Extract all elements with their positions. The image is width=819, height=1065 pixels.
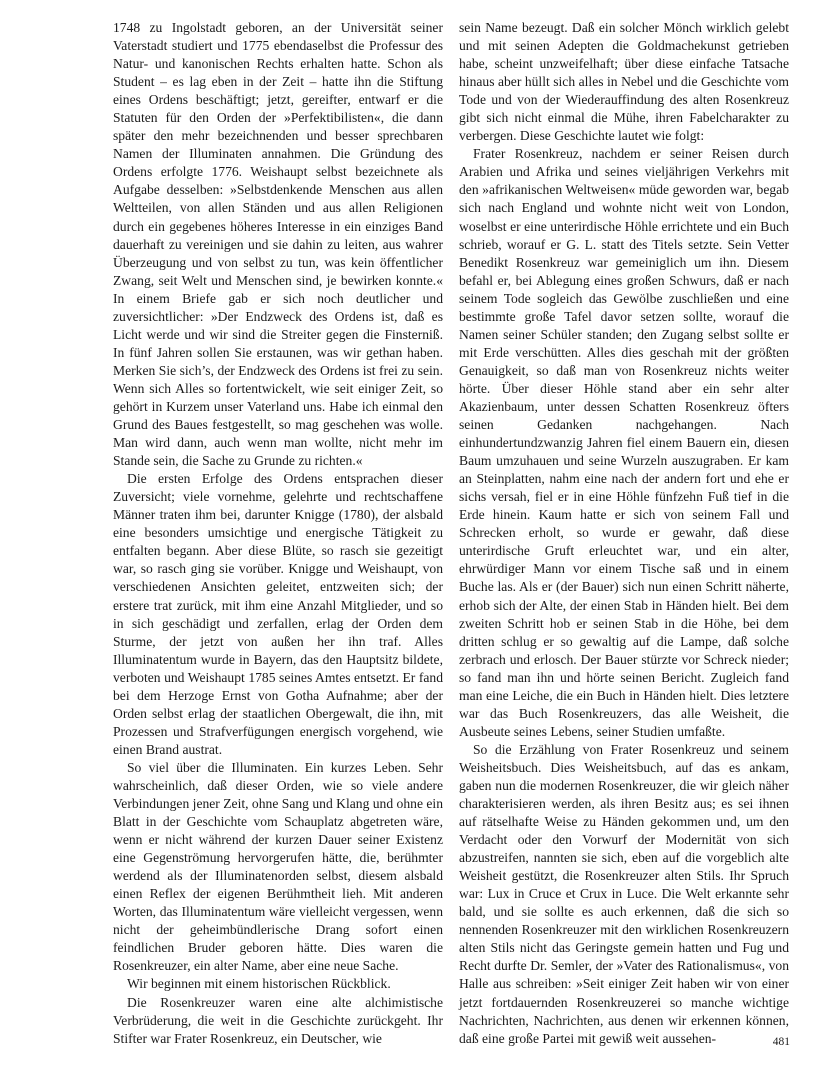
- right-text-column: [459, 19, 789, 1048]
- paragraph: 1748 zu Ingolstadt geboren, an der Universität seiner Vaterstadt studiert und 1775 ebendaselbst die Professur des Natur- und kanonischen Rechts erhalten hatte. Schon als Student – es lag eben in der Zeit – hatte ihn die Stiftung eines Ordens beschäftigt; jetzt, gereifter, entwarf er die Statuten für den Orden der »Perfektibilisten«, die dann später den mehr bezeichnenden und besser sprechbaren Namen der Illuminaten annahmen. Die Gründung des Ordens erfolgte 1776. Weishaupt selbst bezeichnete als Aufgabe desselben: »Selbstdenkende Menschen aus allen Weltteilen, von allen Ständen und aus allen Religionen durch ein gegebenes höheres Interesse in ein einziges Band dauerhaft zu vereinigen und sie dahin zu leiten, aus wahrer Überzeugung und von selbst zu tun, was kein öffentlicher Zwang, seit Welt und Menschen sind, je bewirken konnte.« In einem Briefe gab er sich noch deutlicher und zuversichtlicher: »Der Endzweck des Ordens ist, daß es Licht werde und wir sind die Streiter gegen die Finsterniß. In fünf Jahren sollen Sie erstaunen, was wir gethan haben. Merken Sie sich’s, der Endzweck des Ordens ist frei zu sein. Wenn sich Alles so fortentwickelt, wie seit einiger Zeit, so gehört in Kurzem unser Vaterland uns. Habe ich einmal den Grund des Baues festgestellt, so mag geschehen was wolle. Man wird dann, auch wenn man wollte, nicht mehr im Stande sein, die Sache zu Grunde zu richten.«: [113, 20, 443, 469]
- paragraph: Die ersten Erfolge des Ordens entsprachen dieser Zuversicht; viele vornehme, gelehrte und rechtschaffene Männer traten ihm bei, darunter Knigge (1780), der alsbald eine besonders umsichtige und energische Tätigkeit zu entfalten begann. Aber diese Blüte, so rasch sie gezeitigt war, so rasch ging sie vorüber. Knigge und Weishaupt, von verschiedenen Ansichten geleitet, entzweiten sich; der erstere trat zurück, mit ihm eine Anzahl Mitglieder, und so in sich geschädigt und zerfallen, erlag der Orden dem Sturme, der jetzt von außen her ihn traf. Alles Illuminatentum wurde in Bayern, das den Hauptsitz bildete, verboten und Weishaupt 1785 seines Amtes entsetzt. Er fand bei dem Herzoge Ernst von Gotha Aufnahme; aber der Orden selbst erlag der staatlichen Obergewalt, die ihn, mit Prozessen und Strafverfügungen energisch vorgehend, wie einen Brand austrat.: [113, 471, 443, 757]
- paragraph: Wir beginnen mit einem historischen Rückblick.: [127, 976, 391, 992]
- page-number: 481: [772, 1036, 790, 1048]
- paragraph: sein Name bezeugt. Daß ein solcher Mönch wirklich gelebt und mit seinen Adepten die Goldmachekunst getrieben habe, scheint unzweifelhaft; über diese einfache Tatsache hinaus aber hüllt sich alles in Nebel und die Geschichte vom Tode und von der Wiederauffindung des alten Rosenkreuz gibt sich nicht einmal die Mühe, ihren Fabelcharakter zu verbergen. Diese Geschichte lautet wie folgt:: [459, 20, 789, 144]
- paragraph: So die Erzählung von Frater Rosenkreuz und seinem Weisheitsbuch. Dies Weisheitsbuch, auf das es ankam, gaben nun die modernen Rosenkreuzer, die wir gleich näher charakterisieren werden, als ihren Besitz aus; es sei ihnen auf rätselhafte Weise zu Händen gekommen und, um den Verdacht oder den Vorwurf der Modernität von sich abzustreifen, nannten sie sich, eben auf die vorgeblich alte Weisheit gestützt, die Rosenkreuzer alten Stils. Ihr Spruch war: Lux in Cruce et Crux in Luce. Die Welt erkannte sehr bald, und sie sollte es auch erkennen, daß die sich so nennenden Rosenkreuzer mit den wirklichen Rosenkreuzern alten Stils nicht das Geringste gemein hatten und Fug und Recht durfte Dr. Semler, der »Vater des Rationalismus«, von Halle aus schreiben: »Seit einiger Zeit haben wir von einer jetzt fortdauernden Rosenkreuzerei so manche wichtige Nachrichten, Nachrichten, aus denen wir erkennen können, daß eine große Partei mit gewiß weit aussehen-: [459, 741, 789, 1046]
- paragraph: Die Rosenkreuzer waren eine alte alchimistische Verbrüderung, die weit in die Geschichte zurückgeht. Ihr Stifter war Frater Rosenkreuz, ein Deutscher, wie: [113, 994, 443, 1046]
- left-text-column: [113, 19, 443, 1048]
- paragraph: Frater Rosenkreuz, nachdem er seiner Reisen durch Arabien und Afrika und seines vieljährigen Verkehrs mit den »afrikanischen Weltweisen« müde geworden war, begab sich nach England und wohnte nicht weit von London, woselbst er eine unterirdische Höhle errichtete und ein Buch schrieb, worauf er G. L. statt des Titels setzte. Sein Vetter Benedikt Rosenkreuz war gemeiniglich um ihn. Diesem befahl er, bei Ablegung eines großen Schwurs, daß er nach seinem Tode sogleich das Gewölbe zuschließen und eine bestimmte große Tafel davor setzen sollte, worauf die Namen seiner Schüler standen; den Zugang selbst sollte er mit Erde verschütten. Alles dies geschah mit der größten Genauigkeit, so daß man von Rosenkreuz nichts weiter hörte. Über dieser Höhle stand aber ein sehr alter Akazienbaum, unter dessen Schatten Rosenkreuz öfters seinen Gedanken nachgehangen. Nach einhundertundzwanzig Jahren fiel einem Bauern ein, diesen Baum umzuhauen und seine Wurzeln auszugraben. Er kam an Steinplatten, nahm eine nach der andern fort und ehe er sichs versah, fiel er in eine Höhle fünfzehn Fuß tief in die Erde hinein. Kaum hatte er sich von seinem Fall und Schrecken erholt, so wurde er gewahr, daß diese unterirdische Gruft erleuchtet war, und ein alter, ehrwürdiger Mann vor einem Tische saß und in einem Buche las. Als er (der Bauer) sich nun einen Schritt näherte, erhob sich der Alte, der einen Stab in Händen hielt. Bei dem zweiten Schritt hob er seinen Stab in die Höhe, bei dem dritten schlug er so gewaltig auf die Lampe, daß solche zerbrach und erlosch. Der Bauer stürzte vor Schreck nieder; so fand man ihn und hörte seinen Bericht. Zugleich fand man eine Leiche, die ein Buch in Händen hielt. Dies letztere war das Buch Rosenkreuzers, das alle Weisheit, die Ausbeute seines Lebens, seiner Studien umfaßte.: [459, 146, 789, 739]
- paragraph: So viel über die Illuminaten. Ein kurzes Leben. Sehr wahrscheinlich, daß dieser Orden, wie so viele andere Verbindungen jener Zeit, ohne Sang und Klang und ohne ein Blatt in der Geschichte vom Schauplatz abgetreten wäre, wenn er nicht während der kurzen Dauer seiner Existenz eine Gegenströmung hervorgerufen hätte, die, berühmter werdend als der Illuminatenorden selbst, diesem alsbald einen Reflex der eigenen Berühmtheit lieh. Mit anderen Worten, das Illuminatentum wäre vielleicht vergessen, wenn nicht der geheimbündlerische Drang sofort einen feindlichen Bruder geboren hätte. Dies waren die Rosenkreuzer, ein alter Name, aber eine neue Sache.: [113, 759, 443, 974]
